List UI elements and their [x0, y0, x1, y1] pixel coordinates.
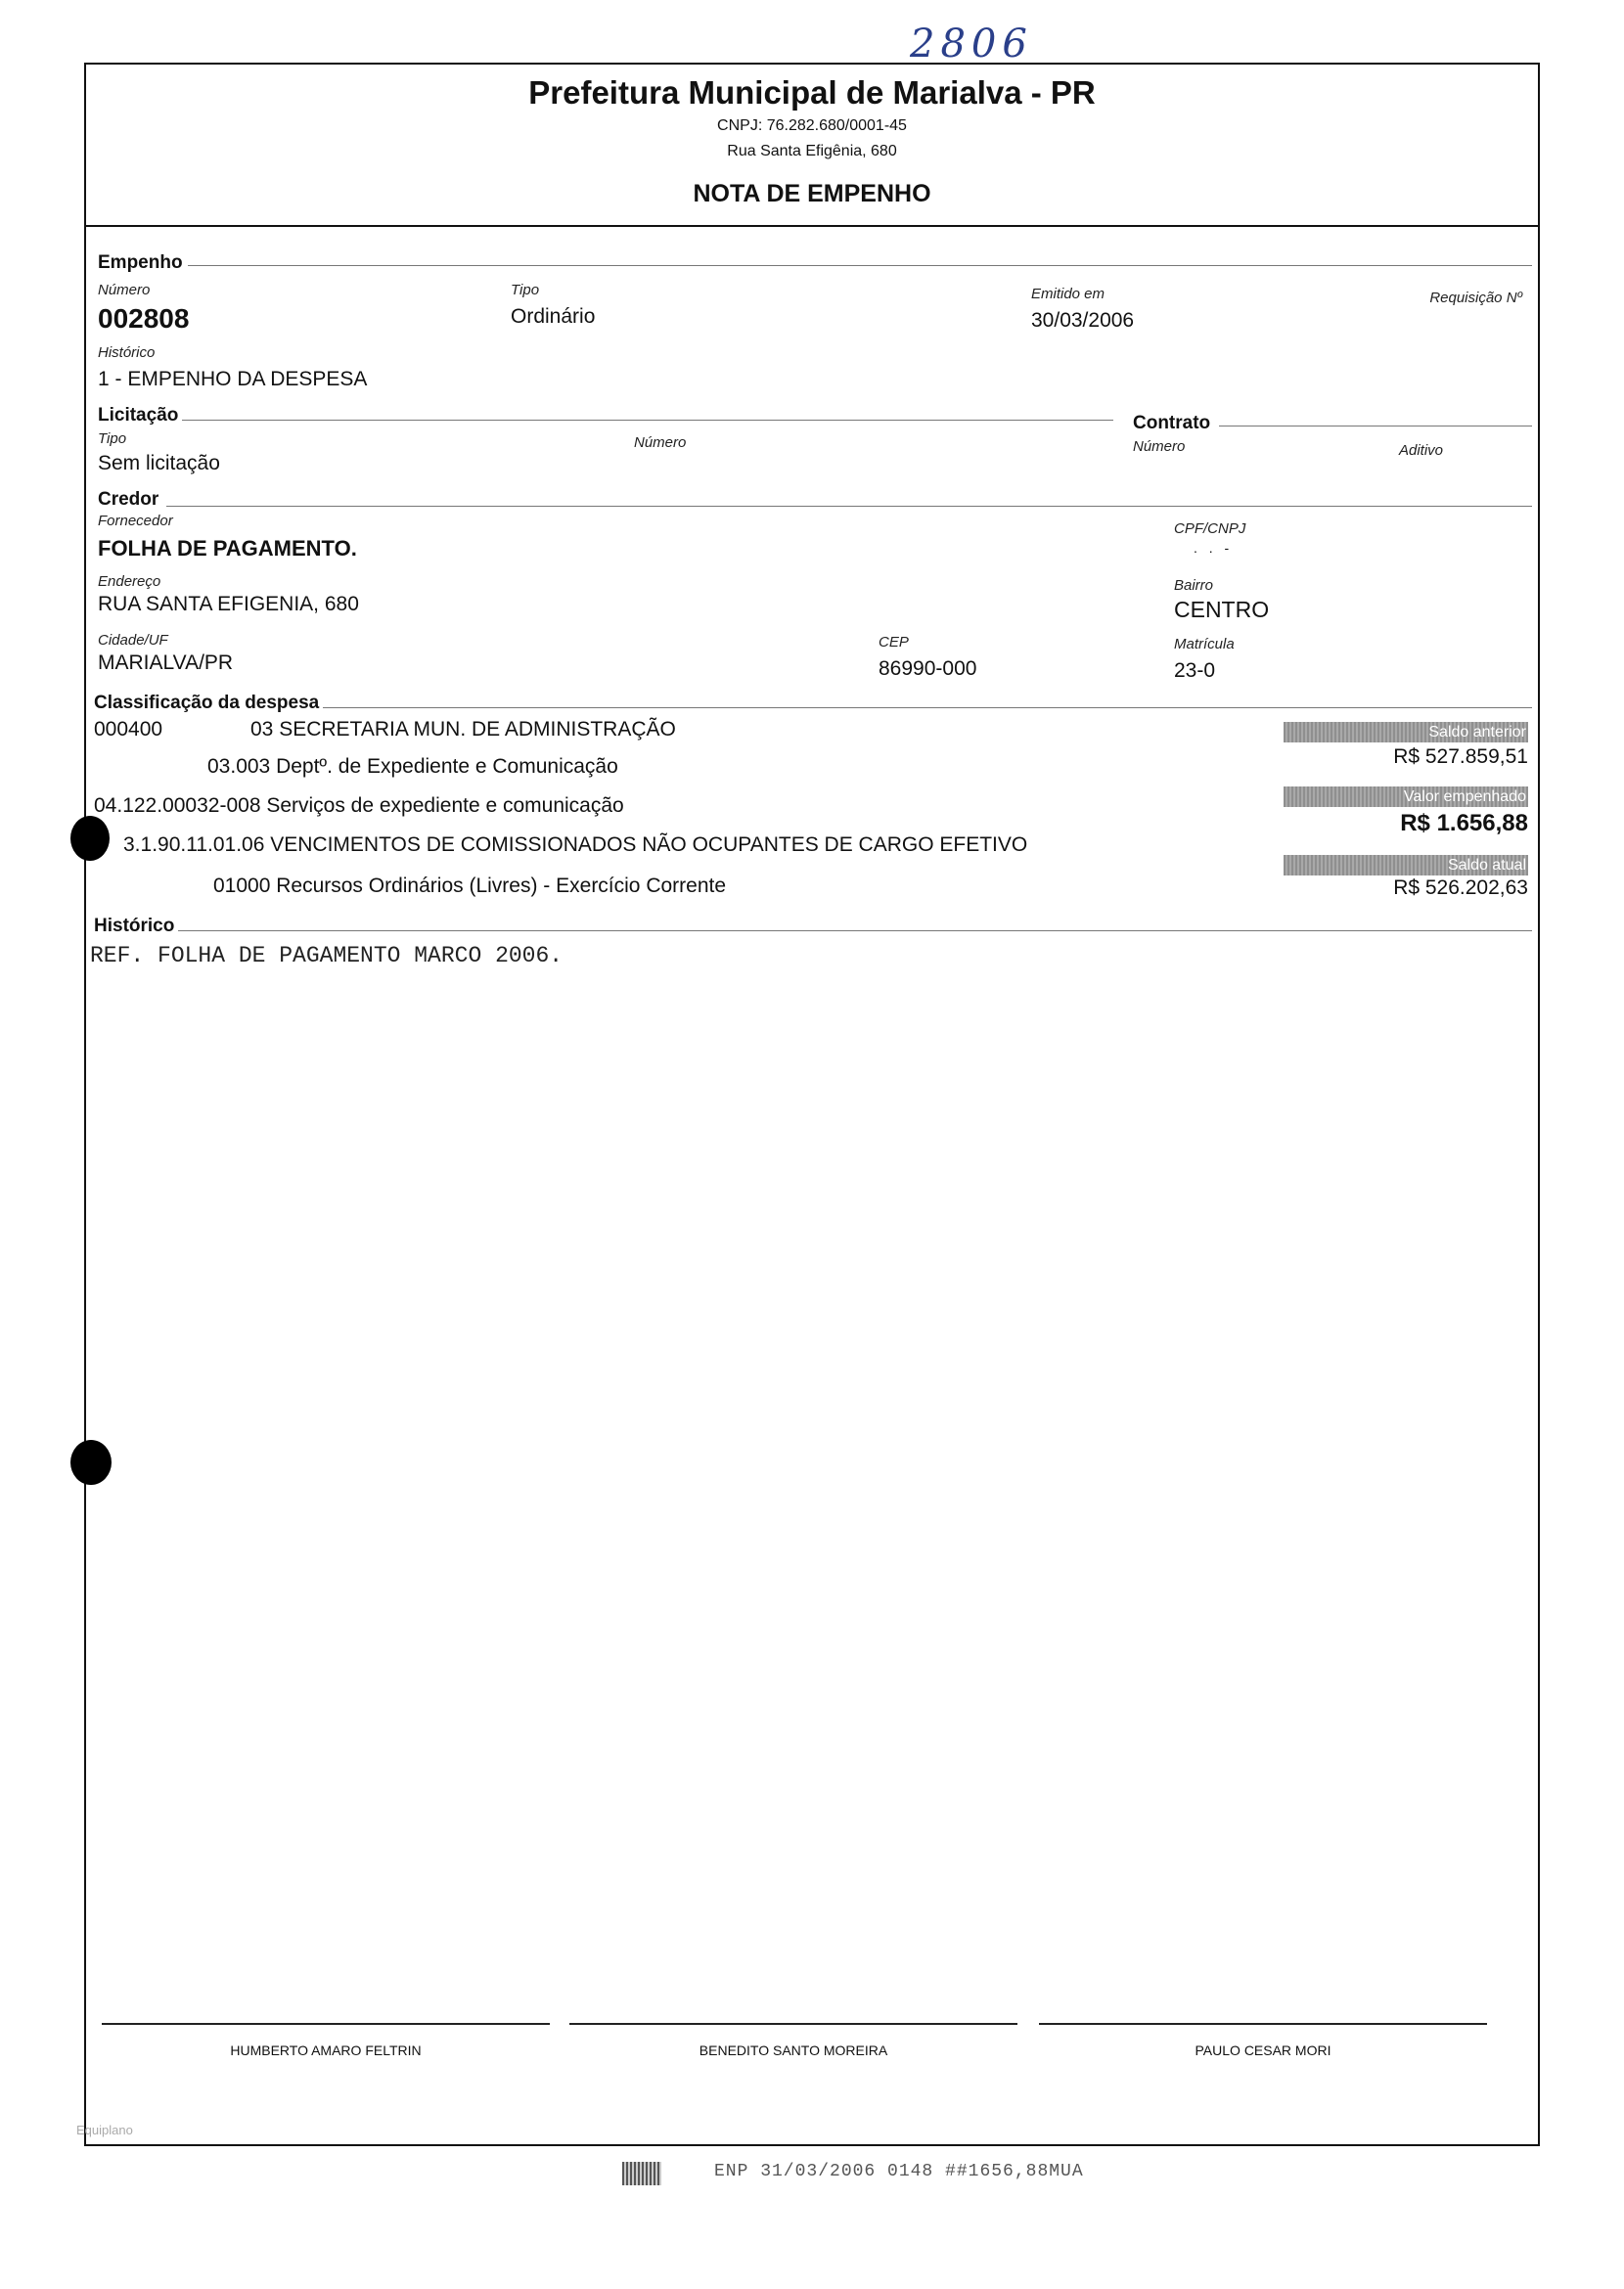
fornecedor-value: FOLHA DE PAGAMENTO. — [98, 536, 357, 561]
emitido-value: 30/03/2006 — [1031, 309, 1135, 332]
punch-hole-top — [70, 816, 110, 861]
historico-label-empenho: Histórico — [98, 344, 156, 361]
footer-brand: Equiplano — [76, 2123, 133, 2137]
numero-label: Número — [98, 282, 151, 298]
signature-name-1: HUMBERTO AMARO FELTRIN — [230, 2042, 422, 2058]
saldo-anterior-label: Saldo anterior — [1284, 722, 1528, 742]
historico-text: REF. FOLHA DE PAGAMENTO MARCO 2006. — [90, 943, 564, 968]
credor-rule — [166, 506, 1532, 507]
cep-label: CEP — [879, 634, 909, 651]
signature-name-2: BENEDITO SANTO MOREIRA — [699, 2042, 888, 2058]
requisicao-label: Requisição Nº — [1429, 290, 1522, 306]
historico-empenho-value: 1 - EMPENHO DA DESPESA — [98, 368, 368, 390]
cidade-value: MARIALVA/PR — [98, 651, 234, 674]
empenho-rule — [188, 265, 1532, 266]
licitacao-numero-label: Número — [634, 434, 687, 451]
empenho-number: 002808 — [98, 303, 190, 334]
historico-rule — [178, 930, 1532, 931]
bairro-value: CENTRO — [1174, 597, 1270, 622]
fonte-text: 01000 Recursos Ordinários (Livres) - Exercício Corrente — [213, 875, 727, 897]
credor-section-title: Credor — [98, 489, 159, 510]
saldo-atual-value: R$ 526.202,63 — [1393, 876, 1528, 899]
matricula-label: Matrícula — [1174, 636, 1235, 652]
contrato-numero-label: Número — [1133, 438, 1186, 455]
signature-line-3 — [1039, 2023, 1487, 2025]
licitacao-rule — [182, 420, 1113, 421]
tipo-value: Ordinário — [511, 305, 596, 328]
contrato-section-title: Contrato — [1133, 413, 1211, 433]
fornecedor-label: Fornecedor — [98, 513, 173, 529]
cep-value: 86990-000 — [879, 657, 977, 680]
funcional-text: 04.122.00032-008 Serviços de expediente e comunicação — [94, 794, 624, 817]
saldo-anterior-value: R$ 527.859,51 — [1393, 745, 1528, 768]
licitacao-tipo-value: Sem licitação — [98, 452, 220, 474]
aditivo-label: Aditivo — [1399, 442, 1444, 459]
orgao-code: 000400 — [94, 718, 163, 741]
cidade-label: Cidade/UF — [98, 632, 168, 649]
historico-section-title: Histórico — [94, 916, 175, 936]
signature-line-1 — [102, 2023, 550, 2025]
endereco-value: RUA SANTA EFIGENIA, 680 — [98, 593, 359, 615]
bank-stamp: ENP 31/03/2006 0148 ##1656,88MUA — [714, 2162, 1084, 2181]
cnpj-text: CNPJ: 76.282.680/0001-45 — [717, 117, 907, 134]
licitacao-tipo-label: Tipo — [98, 430, 127, 447]
punch-hole-bottom — [70, 1440, 112, 1485]
valor-empenhado-value: R$ 1.656,88 — [1400, 810, 1528, 836]
matricula-value: 23-0 — [1174, 659, 1216, 682]
header-divider — [84, 225, 1540, 227]
bairro-label: Bairro — [1174, 577, 1214, 594]
endereco-label: Endereço — [98, 573, 161, 590]
saldo-atual-label: Saldo atual — [1284, 855, 1528, 875]
cpf-label: CPF/CNPJ — [1174, 520, 1246, 537]
emitido-label: Emitido em — [1031, 286, 1105, 302]
handwritten-number: 2806 — [910, 22, 1033, 67]
classificacao-section-title: Classificação da despesa — [94, 693, 320, 713]
licitacao-section-title: Licitação — [98, 405, 179, 426]
org-title: Prefeitura Municipal de Marialva - PR — [528, 74, 1096, 111]
signature-name-3: PAULO CESAR MORI — [1195, 2042, 1331, 2058]
classificacao-rule — [323, 707, 1532, 708]
unidade-text: 03.003 Deptº. de Expediente e Comunicação — [207, 755, 618, 778]
orgao-text: 03 SECRETARIA MUN. DE ADMINISTRAÇÃO — [250, 718, 676, 741]
empenho-section-title: Empenho — [98, 252, 183, 273]
valor-empenhado-label: Valor empenhado — [1284, 786, 1528, 807]
doc-title: NOTA DE EMPENHO — [693, 180, 931, 207]
tipo-label: Tipo — [511, 282, 540, 298]
elemento-text: 3.1.90.11.01.06 VENCIMENTOS DE COMISSIONADOS NÃO OCUPANTES DE CARGO EFETIVO — [123, 833, 1028, 856]
cpf-value: . . - — [1194, 540, 1234, 556]
bank-stamp-logo — [622, 2162, 661, 2185]
signature-line-2 — [569, 2023, 1017, 2025]
address-text: Rua Santa Efigênia, 680 — [727, 143, 897, 159]
